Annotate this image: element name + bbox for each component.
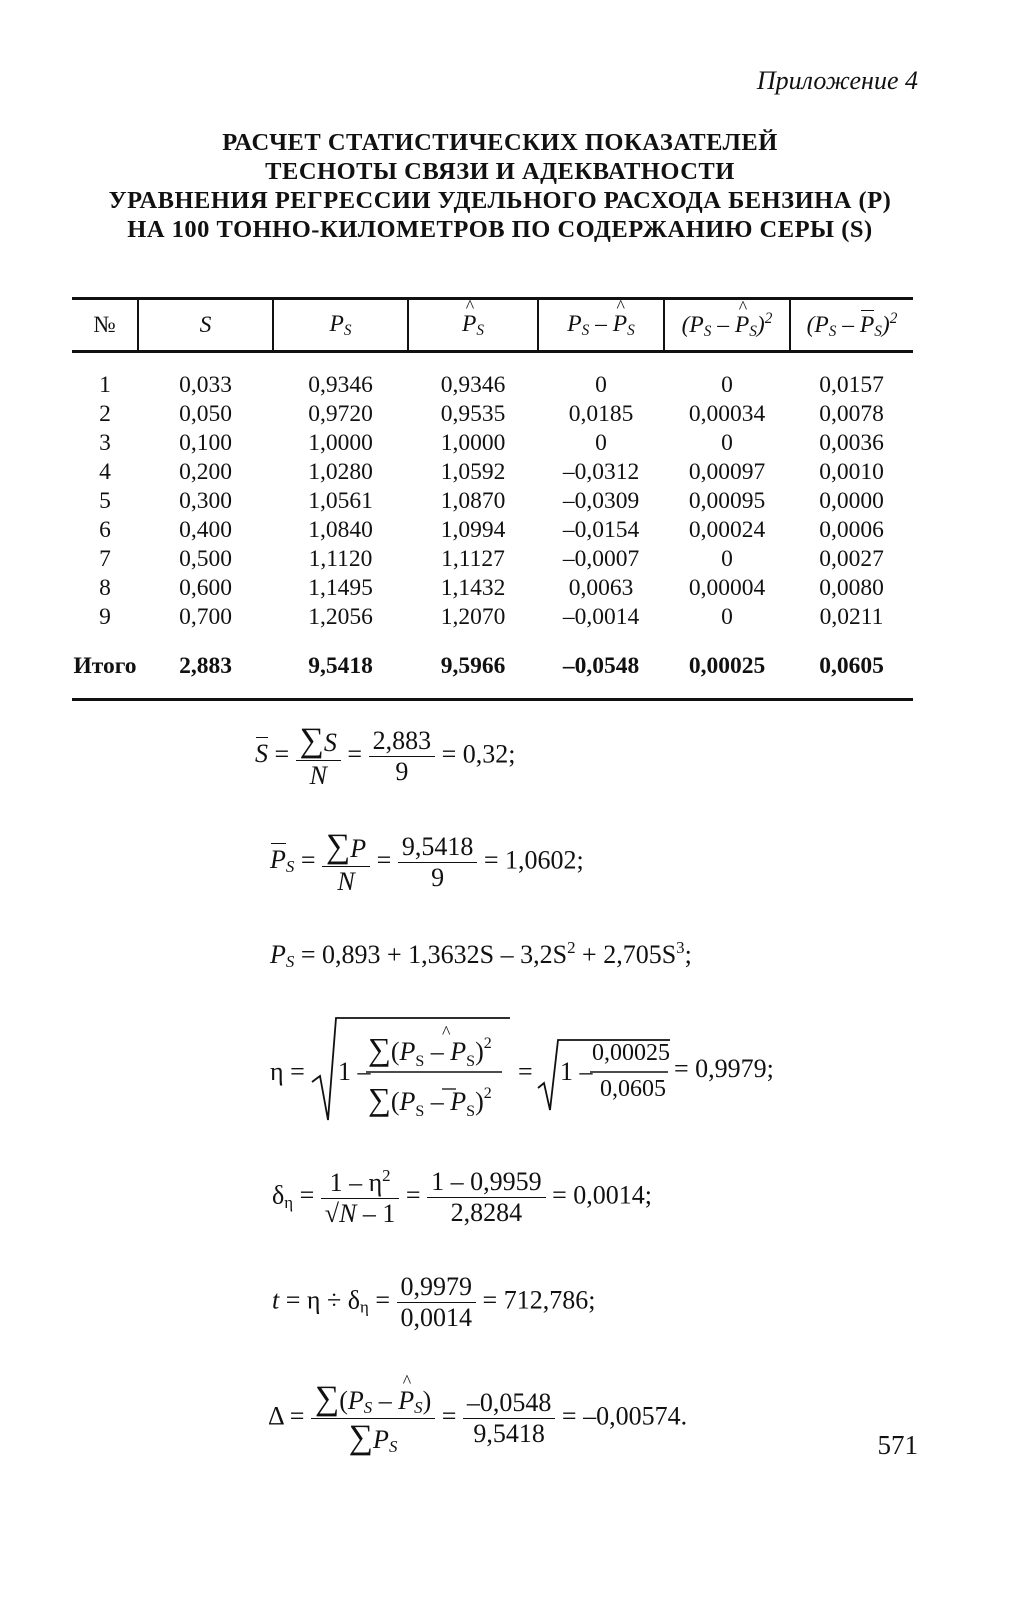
title-line: РАСЧЕТ СТАТИСТИЧЕСКИХ ПОКАЗАТЕЛЕЙ xyxy=(222,129,778,156)
svg-text:=: = xyxy=(518,1057,533,1086)
formula-regression: $P_S = 0,893 + 1,3632S - 3,2S^2 + 2,705S^3$; xyxy=(270,938,692,972)
formula-t: $t = \eta \div \delta_\eta$ = $\frac{0,9979}{0,0014}$ = 712,786; xyxy=(272,1272,596,1332)
table-cell: 0,500 xyxy=(179,546,232,572)
delta-result: = –0,00574. xyxy=(561,1401,688,1431)
table-cell: 1 xyxy=(99,372,111,398)
table-cell: 1,1432 xyxy=(440,575,506,601)
table-cell: 0,0157 xyxy=(819,372,884,398)
table-row xyxy=(72,429,913,458)
table-cell: –0,0014 xyxy=(562,604,640,630)
table-cell: 0 xyxy=(721,372,733,398)
appendix-label: Приложение 4 xyxy=(756,66,918,95)
table-cell: 1,0592 xyxy=(440,459,506,485)
table-row xyxy=(72,545,913,574)
formula-delta: Δ = $\frac{\sum(P_S - \^{} P_S)}{\sum P_S}$ = $\frac{-0,0548}{9,5418}$ = –0,00574. xyxy=(268,1380,687,1457)
col-header-number: № xyxy=(72,299,138,352)
svg-text:∑(PS – PS)2: $\sum(P_S - P_S)^2$ xyxy=(368,1081,492,1120)
table-cell: 0,600 xyxy=(179,575,232,601)
table-cell: 0,0006 xyxy=(819,517,884,543)
table-cell: –0,0154 xyxy=(562,517,640,543)
total-cell: 2,883 xyxy=(138,632,273,700)
table-cell: 0,700 xyxy=(179,604,232,630)
table-row xyxy=(72,458,913,487)
p-mean-result: = 1,0602; xyxy=(483,845,584,875)
delta-eta-numerator: 1 – 0,9959 xyxy=(427,1167,546,1198)
table-cell: 5 xyxy=(99,488,111,514)
title-line: НА 100 ТОННО-КИЛОМЕТРОВ ПО СОДЕРЖАНИЮ СЕРЫ (S) xyxy=(127,216,873,243)
table-row xyxy=(72,400,913,429)
col-header-ps-mean-diff-sq: $(P_S - P_S)^2$ xyxy=(790,299,913,352)
table-cell: 0,0010 xyxy=(819,459,884,485)
col-header-ps: $P_S$ xyxy=(273,299,408,352)
table-cell: 0,050 xyxy=(179,401,232,427)
formula-delta-eta: $\delta_\eta$ = $\frac{1 - \eta^2}{√N - 1}$ = $\frac{1 - 0,9959}{2,8284}$ = 0,0014; xyxy=(272,1166,652,1229)
table-cell: 0,9720 xyxy=(308,401,373,427)
total-cell: –0,0548 xyxy=(538,632,664,700)
table-cell: 0,0027 xyxy=(819,546,884,572)
t-numerator: 0,9979 xyxy=(397,1272,477,1303)
regression-expression-tail: + 2,705S xyxy=(582,940,677,970)
table-cell: 0,033 xyxy=(179,372,232,398)
formula-eta xyxy=(270,1010,810,1137)
col-header-ps-diff-sq: ($P_S$ – ^ $P_S)^2$ xyxy=(664,299,790,352)
table-cell: 0 xyxy=(721,430,733,456)
table-cell: 1,1495 xyxy=(308,575,373,601)
table-cell: 1,1127 xyxy=(441,546,505,572)
col-header-s: S xyxy=(138,299,273,352)
table-cell: 1,2056 xyxy=(308,604,373,630)
table-cell: 0,9346 xyxy=(308,372,373,398)
table-cell: 0 xyxy=(595,430,607,456)
delta-eta-result: = 0,0014; xyxy=(552,1180,652,1210)
page-number: 571 xyxy=(877,1430,918,1460)
delta-eta-denominator: 2,8284 xyxy=(450,1198,523,1228)
table-cell: 0,100 xyxy=(179,430,232,456)
delta-denominator: 9,5418 xyxy=(473,1419,545,1449)
table-cell: 0,00034 xyxy=(688,401,766,427)
table-cell: 0,00004 xyxy=(688,575,766,601)
table-cell: 0,00097 xyxy=(688,459,766,485)
table-cell: 1,1120 xyxy=(308,546,373,572)
p-mean-numerator: 9,5418 xyxy=(398,832,478,863)
table-cell: 1,0561 xyxy=(308,488,373,514)
table-cell: 0,200 xyxy=(179,459,232,485)
svg-text:1 –: 1 – xyxy=(560,1057,593,1086)
total-cell: 9,5418 xyxy=(273,632,408,700)
svg-text:1 –: 1 – xyxy=(338,1057,371,1086)
table-row xyxy=(72,603,913,632)
col-header-ps-diff: $P_S$ – ^ $P_S$ xyxy=(538,299,664,352)
table-cell: 9 xyxy=(99,604,111,630)
table-cell: –0,0312 xyxy=(562,459,640,485)
table-cell: –0,0007 xyxy=(562,546,640,572)
table-cell: 0,0078 xyxy=(819,401,884,427)
table-cell: 4 xyxy=(99,459,111,485)
table-cell: 0 xyxy=(721,546,733,572)
table-cell: 2 xyxy=(99,401,111,427)
table-cell: 0,400 xyxy=(179,517,232,543)
table-cell: 0,0080 xyxy=(819,575,884,601)
formula-p-mean: $P_S$ = $\frac{\sum P}{N}$ = $\frac{9,5418}{9}$ = 1,0602; xyxy=(270,828,584,896)
table-cell: 0,0185 xyxy=(568,401,634,427)
delta-numerator: –0,0548 xyxy=(463,1388,556,1419)
t-result: = 712,786; xyxy=(482,1285,596,1315)
total-cell: 9,5966 xyxy=(408,632,538,700)
table-cell: 0,00024 xyxy=(688,517,766,543)
table-row xyxy=(72,352,913,401)
data-table xyxy=(72,297,913,701)
table-cell: 1,0870 xyxy=(440,488,506,514)
title-line: ТЕСНОТЫ СВЯЗИ И АДЕКВАТНОСТИ xyxy=(265,158,735,185)
title-line: УРАВНЕНИЯ РЕГРЕССИИ УДЕЛЬНОГО РАСХОДА БЕНЗИНА (P) xyxy=(108,187,892,214)
regression-expression: = 0,893 + 1,3632S – 3,2S xyxy=(300,940,568,970)
table-cell: 0,9535 xyxy=(440,401,506,427)
col-header-ps-hat: ^ $P_S$ xyxy=(408,299,538,352)
table-cell: 1,0994 xyxy=(440,517,506,543)
table-cell: 8 xyxy=(99,575,111,601)
table-cell: 0,00095 xyxy=(688,488,766,514)
table-header-row xyxy=(72,299,913,352)
table-row xyxy=(72,574,913,603)
table-total-row xyxy=(72,632,913,700)
eta-denominator: 0,0605 xyxy=(600,1076,666,1102)
table-cell: 1,0840 xyxy=(308,517,373,543)
table-cell: 0,0036 xyxy=(819,430,884,456)
table-cell: 0 xyxy=(721,604,733,630)
svg-text:^: ^ xyxy=(442,1022,451,1042)
s-mean-denominator: 9 xyxy=(395,757,409,786)
table-cell: 7 xyxy=(99,546,111,572)
table-cell: 0,0000 xyxy=(819,488,884,514)
table-cell: 0,9346 xyxy=(440,372,506,398)
formula-s-mean: S = $\frac{\sum S}{N}$ = $\frac{2,883}{9}$ = 0,32; xyxy=(255,722,516,790)
svg-text:∑(PS – PS)2: $\sum(P_S - P_S)^2$ xyxy=(368,1031,492,1070)
table-row xyxy=(72,516,913,545)
table-cell: 1,0000 xyxy=(440,430,506,456)
s-mean-numerator: 2,883 xyxy=(369,726,436,757)
table-row xyxy=(72,487,913,516)
s-mean-result: = 0,32; xyxy=(441,739,516,769)
eta-numerator: 0,00025 xyxy=(592,1040,670,1066)
t-denominator: 0,0014 xyxy=(400,1303,473,1332)
table-cell: 1,0000 xyxy=(308,430,373,456)
table-cell: 1,0280 xyxy=(308,459,373,485)
table-cell: 0,0211 xyxy=(819,604,884,630)
table-cell: 3 xyxy=(99,430,111,456)
table-cell: 0 xyxy=(595,372,607,398)
table-cell: –0,0309 xyxy=(562,488,640,514)
total-cell: 0,00025 xyxy=(664,632,790,700)
table-cell: 0,0063 xyxy=(568,575,634,601)
svg-text:η =: η = xyxy=(270,1057,305,1086)
p-mean-denominator: 9 xyxy=(431,863,445,892)
table-cell: 1,2070 xyxy=(440,604,506,630)
total-cell: 0,0605 xyxy=(790,632,913,700)
total-cell: Итого xyxy=(72,632,138,700)
table-cell: 6 xyxy=(99,517,111,543)
eta-result: = 0,9979; xyxy=(674,1054,774,1083)
table-cell: 0,300 xyxy=(179,488,232,514)
page-title xyxy=(60,128,940,244)
